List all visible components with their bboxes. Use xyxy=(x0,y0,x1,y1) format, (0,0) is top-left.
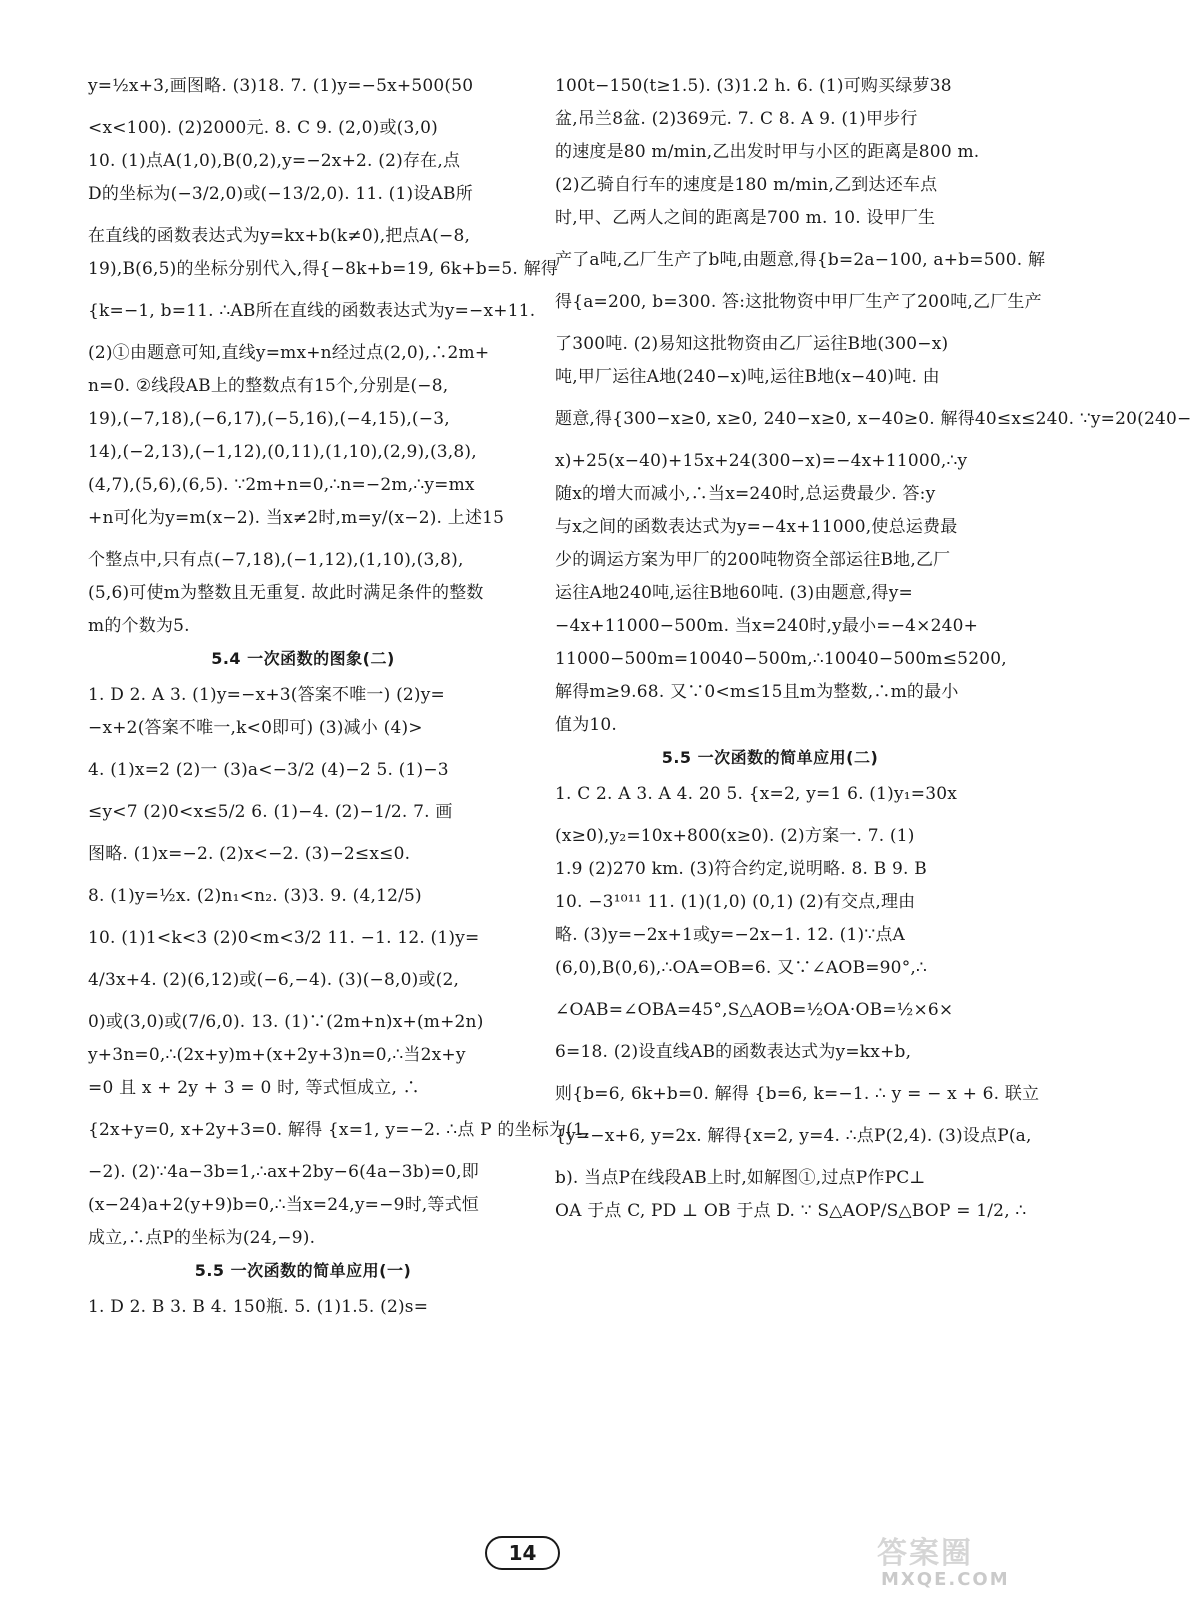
text-line: 的速度是80 m/min,乙出发时甲与小区的距离是800 m. xyxy=(555,142,980,162)
text-line: 4. (1)x=2 (2)一 (3)a<−3/2 (4)−2 5. (1)−3 xyxy=(88,760,449,780)
text-line: 了300吨. (2)易知这批物资由乙厂运往B地(300−x) xyxy=(555,334,949,354)
text-line: (x≥0),y₂=10x+800(x≥0). (2)方案一. 7. (1) xyxy=(555,826,915,846)
text-line: −x+2(答案不唯一,k<0即可) (3)减小 (4)> xyxy=(88,718,423,738)
text-line: 4/3x+4. (2)(6,12)或(−6,−4). (3)(−8,0)或(2, xyxy=(88,970,460,990)
text-line: 吨,甲厂运往A地(240−x)吨,运往B地(x−40)吨. 由 xyxy=(555,367,940,387)
text-line: 10. −3¹⁰¹¹ 11. (1)(1,0) (0,1) (2)有交点,理由 xyxy=(555,892,916,912)
text-line: 值为10. xyxy=(555,715,618,735)
text-line: −4x+11000−500m. 当x=240时,y最小=−4×240+ xyxy=(555,616,979,636)
text-line: 100t−150(t≥1.5). (3)1.2 h. 6. (1)可购买绿萝38 xyxy=(555,76,952,96)
text-line: 题意,得{300−x≥0, x≥0, 240−x≥0, x−40≥0. 解得40≤x≤240. ∵y=20(240− xyxy=(555,409,1191,429)
text-line: 随x的增大而减小,∴当x=240时,总运费最少. 答:y xyxy=(555,484,936,504)
text-line: y+3n=0,∴(2x+y)m+(x+2y+3)n=0,∴当2x+y xyxy=(88,1045,466,1065)
page-number: 14 xyxy=(485,1536,561,1570)
text-line: 1. C 2. A 3. A 4. 20 5. {x=2, y=1 6. (1)y₁=30x xyxy=(555,784,958,804)
text-line: 8. (1)y=½x. (2)n₁<n₂. (3)3. 9. (4,12/5) xyxy=(88,886,422,906)
text-line: n=0. ②线段AB上的整数点有15个,分别是(−8, xyxy=(88,376,449,396)
text-line: 6=18. (2)设直线AB的函数表达式为y=kx+b, xyxy=(555,1042,912,1062)
watermark-logo xyxy=(873,1528,1023,1590)
text-line: 1.9 (2)270 km. (3)符合约定,说明略. 8. B 9. B xyxy=(555,859,927,879)
text-line: 成立,∴点P的坐标为(24,−9). xyxy=(88,1228,316,1248)
text-line: b). 当点P在线段AB上时,如解图①,过点P作PC⊥ xyxy=(555,1168,926,1188)
text-line: (2)①由题意可知,直线y=mx+n经过点(2,0),∴2m+ xyxy=(88,343,490,363)
text-line: 11000−500m=10040−500m,∴10040−500m≤5200, xyxy=(555,649,1007,669)
text-line: 14),(−2,13),(−1,12),(0,11),(1,10),(2,9),(3,8), xyxy=(88,442,477,462)
text-line: 10. (1)点A(1,0),B(0,2),y=−2x+2. (2)存在,点 xyxy=(88,151,461,171)
text-line: 0)或(3,0)或(7/6,0). 13. (1)∵(2m+n)x+(m+2n) xyxy=(88,1012,484,1032)
text-line: OA 于点 C, PD ⊥ OB 于点 D. ∵ S△AOP/S△BOP = 1/2, ∴ xyxy=(555,1201,1027,1221)
section-heading: 5.4 一次函数的图象(二) xyxy=(211,649,395,668)
section-heading: 5.5 一次函数的简单应用(二) xyxy=(661,748,879,767)
text-line: (4,7),(5,6),(6,5). ∵2m+n=0,∴n=−2m,∴y=mx xyxy=(88,475,475,495)
text-line: m的个数为5. xyxy=(88,616,190,636)
text-line: D的坐标为(−3/2,0)或(−13/2,0). 11. (1)设AB所 xyxy=(88,184,473,204)
text-line: (6,0),B(0,6),∴OA=OB=6. 又∵∠AOB=90°,∴ xyxy=(555,958,928,978)
text-line: 时,甲、乙两人之间的距离是700 m. 10. 设甲厂生 xyxy=(555,208,936,228)
text-line: 19),(−7,18),(−6,17),(−5,16),(−4,15),(−3, xyxy=(88,409,450,429)
text-line: 盆,吊兰8盆. (2)369元. 7. C 8. A 9. (1)甲步行 xyxy=(555,109,918,129)
text-line: 解得m≥9.68. 又∵0<m≤15且m为整数,∴m的最小 xyxy=(555,682,959,702)
text-line: (5,6)可使m为整数且无重复. 故此时满足条件的整数 xyxy=(88,583,484,603)
watermark-text: 答案圈 xyxy=(877,1536,973,1571)
text-line: y=½x+3,画图略. (3)18. 7. (1)y=−5x+500(50 xyxy=(88,76,474,96)
text-line: (2)乙骑自行车的速度是180 m/min,乙到达还车点 xyxy=(555,175,938,195)
text-line: {k=−1, b=11. ∴AB所在直线的函数表达式为y=−x+11. xyxy=(88,301,536,321)
text-line: −2). (2)∵4a−3b=1,∴ax+2by−6(4a−3b)=0,即 xyxy=(88,1162,479,1182)
text-line: 图略. (1)x=−2. (2)x<−2. (3)−2≤x≤0. xyxy=(88,844,411,864)
text-line: ≤y<7 (2)0<x≤5/2 6. (1)−4. (2)−1/2. 7. 画 xyxy=(88,802,453,822)
text-line: 少的调运方案为甲厂的200吨物资全部运往B地,乙厂 xyxy=(555,550,951,570)
text-line: {y=−x+6, y=2x. 解得{x=2, y=4. ∴点P(2,4). (3)设点P(a, xyxy=(555,1126,1032,1146)
text-line: 则{b=6, 6k+b=0. 解得 {b=6, k=−1. ∴ y = − x + 6. 联立 xyxy=(555,1084,1040,1104)
text-line: 与x之间的函数表达式为y=−4x+11000,使总运费最 xyxy=(555,517,958,537)
text-line: <x<100). (2)2000元. 8. C 9. (2,0)或(3,0) xyxy=(88,118,438,138)
text-line: 产了a吨,乙厂生产了b吨,由题意,得{b=2a−100, a+b=500. 解 xyxy=(555,250,1046,270)
text-line: 略. (3)y=−2x+1或y=−2x−1. 12. (1)∵点A xyxy=(555,925,906,945)
text-line: {2x+y=0, x+2y+3=0. 解得 {x=1, y=−2. ∴点 P 的坐标为(1, xyxy=(88,1120,590,1140)
text-line: ∠OAB=∠OBA=45°,S△AOB=½OA·OB=½×6× xyxy=(555,1000,954,1020)
text-line: +n可化为y=m(x−2). 当x≠2时,m=y/(x−2). 上述15 xyxy=(88,508,505,528)
text-line: 运往A地240吨,运往B地60吨. (3)由题意,得y= xyxy=(555,583,913,603)
text-line: 1. D 2. B 3. B 4. 150瓶. 5. (1)1.5. (2)s= xyxy=(88,1297,429,1317)
watermark-site: MXQE.COM xyxy=(881,1569,1010,1590)
text-line: 在直线的函数表达式为y=kx+b(k≠0),把点A(−8, xyxy=(88,226,471,246)
text-line: =0 且 x + 2y + 3 = 0 时, 等式恒成立, ∴ xyxy=(88,1078,420,1098)
right-column xyxy=(555,76,1191,1234)
text-line: x)+25(x−40)+15x+24(300−x)=−4x+11000,∴y xyxy=(555,451,968,471)
text-line: 1. D 2. A 3. (1)y=−x+3(答案不唯一) (2)y= xyxy=(88,685,446,705)
text-line: 19),B(6,5)的坐标分别代入,得{−8k+b=19, 6k+b=5. 解得 xyxy=(88,259,558,279)
text-line: 个整点中,只有点(−7,18),(−1,12),(1,10),(3,8), xyxy=(88,550,464,570)
text-line: 10. (1)1<k<3 (2)0<m<3/2 11. −1. 12. (1)y= xyxy=(88,928,480,948)
text-line: 得{a=200, b=300. 答:这批物资中甲厂生产了200吨,乙厂生产 xyxy=(555,292,1042,312)
section-heading: 5.5 一次函数的简单应用(一) xyxy=(194,1261,412,1280)
text-line: (x−24)a+2(y+9)b=0,∴当x=24,y=−9时,等式恒 xyxy=(88,1195,479,1215)
